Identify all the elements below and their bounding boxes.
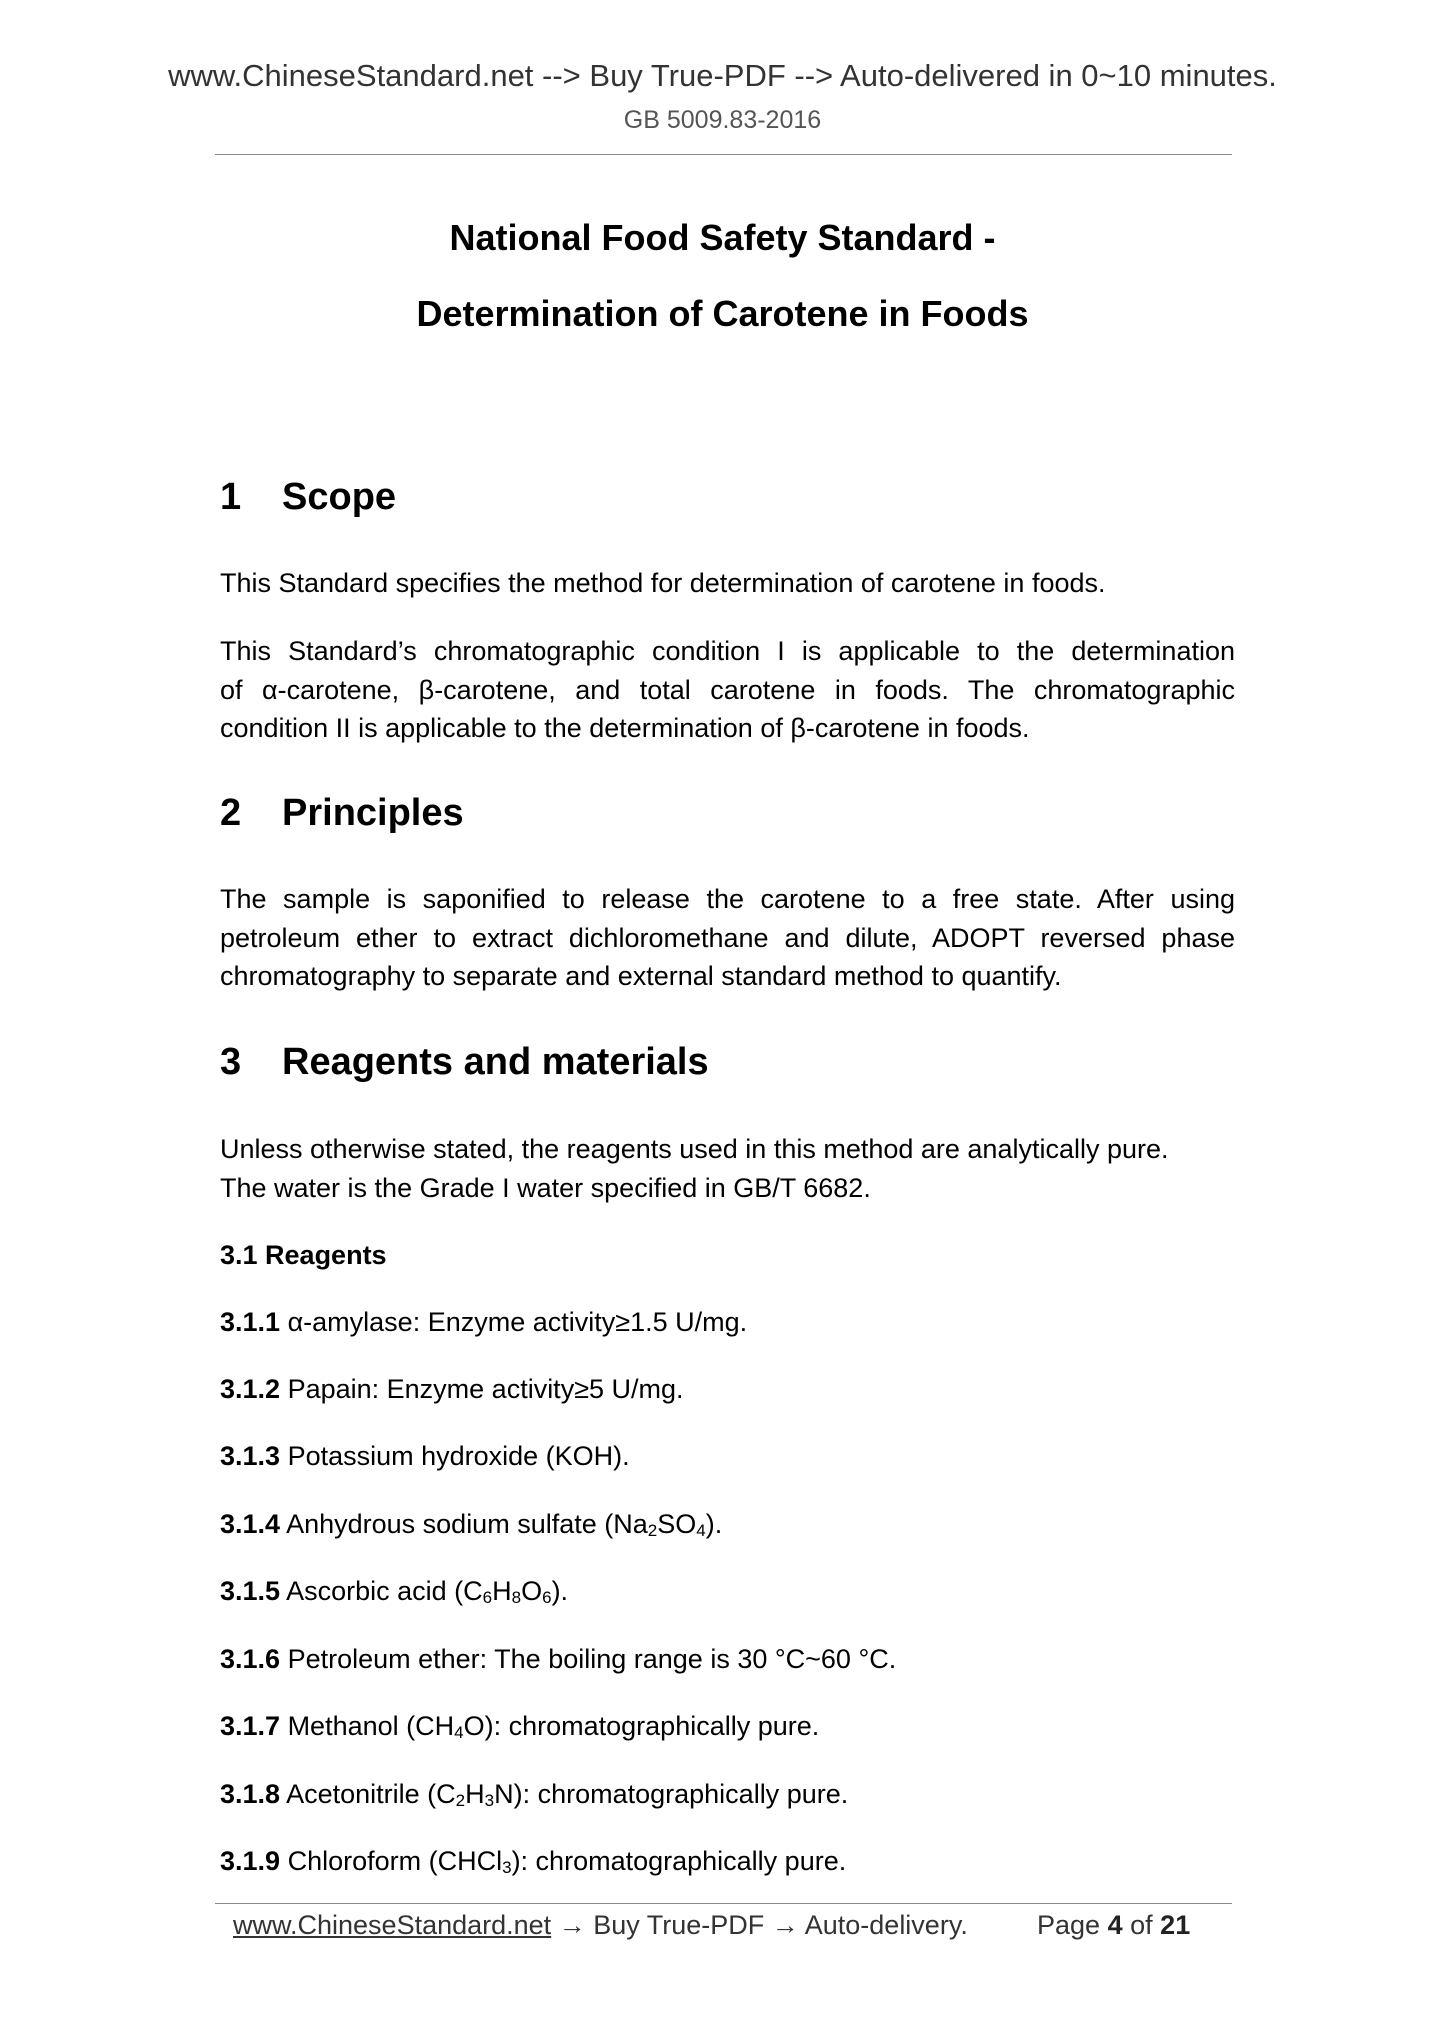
paragraph-line: chromatography to separate and external standard method to quantify. — [220, 961, 1062, 991]
footer-promo-text: → Buy True-PDF → Auto-delivery. — [551, 1910, 968, 1940]
document-code: GB 5009.83-2016 — [623, 106, 822, 134]
page-indicator — [1037, 1906, 1190, 1944]
item-number: 3.1.4 — [220, 1509, 281, 1539]
section-number: 2 — [220, 792, 242, 834]
scope-paragraph-2 — [220, 632, 1235, 748]
section-number: 1 — [220, 476, 242, 518]
footer-site-link[interactable]: www.ChineseStandard.net — [233, 1910, 552, 1940]
item-text: SO — [657, 1509, 697, 1539]
item-text: H — [492, 1576, 512, 1606]
reagents-paragraph — [220, 1130, 1235, 1207]
item-number: 3.1.9 — [220, 1846, 281, 1876]
principles-paragraph — [220, 880, 1235, 996]
header-banner: www.ChineseStandard.net --> Buy True-PDF --> Auto-delivered in 0~10 minutes. — [168, 58, 1277, 93]
item-number: 3.1.5 — [220, 1576, 281, 1606]
paragraph-line: petroleum ether to extract dichloromethane and dilute, ADOPT reversed phase — [220, 922, 1235, 953]
item-text: Acetonitrile (C — [280, 1779, 456, 1809]
paragraph-line: of α-carotene, β-carotene, and total carotene in foods. The chromatographic — [220, 674, 1235, 705]
item-number: 3.1.2 — [220, 1374, 281, 1404]
paragraph-line: The sample is saponified to release the carotene to a free state. After using — [220, 884, 1235, 914]
section-heading-reagents — [220, 1039, 709, 1085]
reagent-item — [220, 1776, 848, 1812]
section-title: Scope — [282, 476, 397, 518]
item-text: Potassium hydroxide (KOH). — [280, 1441, 630, 1471]
section-heading-scope — [220, 474, 396, 520]
item-text: O — [521, 1576, 543, 1606]
document-title-line-2: Determination of Carotene in Foods — [416, 293, 1029, 334]
document-title-line-1: National Food Safety Standard - — [449, 217, 996, 258]
reagent-item — [220, 1304, 747, 1340]
scope-paragraph-1 — [220, 564, 1235, 603]
reagent-item — [220, 1506, 722, 1542]
paragraph-line: condition II is applicable to the determination of β-carotene in foods. — [220, 713, 1030, 743]
section-title: Reagents and materials — [282, 1041, 709, 1083]
item-text: ). — [551, 1576, 569, 1606]
paragraph-line: This Standard’s chromatographic condition I is applicable to the determination — [220, 636, 1235, 666]
reagent-item — [220, 1438, 630, 1474]
paragraph-line: Unless otherwise stated, the reagents used in this method are analytically pure. — [220, 1134, 1169, 1164]
section-heading-principles — [220, 790, 464, 836]
subscript: 4 — [696, 1521, 706, 1540]
footer-divider — [215, 1903, 1232, 1904]
item-text: α-amylase: Enzyme activity≥1.5 U/mg. — [280, 1307, 748, 1337]
item-text: Anhydrous sodium sulfate (Na — [280, 1509, 648, 1539]
page-of: of — [1130, 1910, 1153, 1940]
reagent-item — [220, 1371, 684, 1407]
section-number: 3 — [220, 1041, 242, 1083]
subscript: 2 — [455, 1791, 466, 1810]
page-footer — [233, 1906, 1223, 1944]
item-number: 3.1.7 — [220, 1711, 281, 1741]
page-label: Page — [1037, 1910, 1101, 1940]
item-text: N): chromatographically pure. — [494, 1779, 849, 1809]
reagent-item — [220, 1708, 819, 1744]
current-page: 4 — [1107, 1910, 1123, 1940]
subscript: 6 — [482, 1588, 493, 1607]
subscript: 8 — [511, 1588, 522, 1607]
subscript: 3 — [502, 1858, 512, 1877]
item-number: 3.1.6 — [220, 1644, 281, 1674]
item-number: 3.1.3 — [220, 1441, 281, 1471]
item-text: O): chromatographically pure. — [463, 1711, 820, 1741]
reagent-item — [220, 1843, 846, 1879]
paragraph-line: The water is the Grade I water specified in GB/T 6682. — [220, 1172, 871, 1203]
item-text: ). — [705, 1509, 723, 1539]
item-text: Petroleum ether: The boiling range is 30 °C~60 °C. — [280, 1644, 897, 1674]
item-text: H — [465, 1779, 485, 1809]
paragraph-line: This Standard specifies the method for determination of carotene in foods. — [220, 568, 1106, 598]
subscript: 3 — [484, 1791, 495, 1810]
total-pages: 21 — [1160, 1910, 1191, 1940]
item-text: Methanol (CH — [280, 1711, 455, 1741]
subscript: 6 — [542, 1588, 552, 1607]
reagent-item — [220, 1641, 896, 1677]
item-text: Papain: Enzyme activity≥5 U/mg. — [280, 1374, 684, 1404]
item-text: Ascorbic acid (C — [280, 1576, 483, 1606]
subscript: 2 — [647, 1521, 658, 1540]
item-text: Chloroform (CHCl — [280, 1846, 503, 1876]
subsection-heading-reagents: 3.1 Reagents — [220, 1240, 387, 1270]
footer-promo — [233, 1906, 968, 1944]
section-title: Principles — [282, 792, 464, 834]
reagent-item — [220, 1573, 568, 1609]
header-divider — [215, 154, 1232, 155]
item-text: ): chromatographically pure. — [511, 1846, 847, 1876]
item-number: 3.1.8 — [220, 1779, 281, 1809]
subscript: 4 — [454, 1723, 464, 1742]
item-number: 3.1.1 — [220, 1307, 281, 1337]
